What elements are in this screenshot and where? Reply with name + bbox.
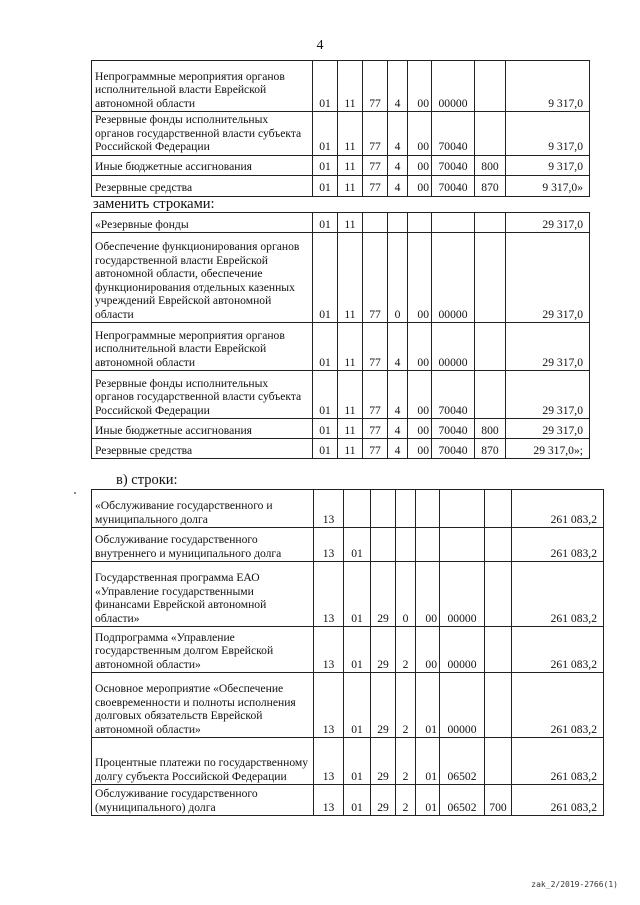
table-row (92, 371, 590, 419)
row-name-cell: Обеспечение функционирования органов государственной власти Еврейской автономной области, обеспечение функционирования отдельных казенных учреждений Еврейской автономной области (92, 233, 313, 323)
code-cell (485, 490, 512, 528)
code-cell (475, 213, 506, 233)
amount-cell: 261 083,2 (512, 562, 604, 627)
code-cell: 00000 (432, 233, 475, 323)
code-cell: 00 (408, 155, 432, 175)
code-cell: 4 (388, 175, 408, 196)
code-cell: 0 (396, 562, 416, 627)
row-name-cell: Непрограммные мероприятия органов исполнительной власти Еврейской автономной области (92, 61, 313, 112)
row-name-cell: Иные бюджетные ассигнования (92, 155, 313, 175)
code-cell: 29 (371, 673, 396, 738)
document-code: zak_2/2019-2766(1) (531, 880, 618, 889)
code-cell: 4 (388, 439, 408, 459)
code-cell: 13 (314, 738, 344, 785)
code-cell (475, 371, 506, 419)
code-cell: 00 (408, 371, 432, 419)
code-cell: 11 (338, 371, 363, 419)
table-row (92, 439, 590, 459)
code-cell: 11 (338, 323, 363, 371)
code-cell: 06502 (440, 785, 485, 816)
code-cell: 01 (344, 673, 371, 738)
code-cell: 00 (416, 562, 440, 627)
code-cell (396, 490, 416, 528)
code-cell: 01 (344, 562, 371, 627)
code-cell (371, 528, 396, 562)
row-name-cell: Резервные фонды исполнительных органов государственной власти субъекта Российской Федерации (92, 112, 313, 156)
code-cell: 01 (313, 419, 338, 439)
code-cell: 01 (313, 233, 338, 323)
code-cell: 00 (408, 439, 432, 459)
amount-cell: 261 083,2 (512, 490, 604, 528)
code-cell: 70040 (432, 371, 475, 419)
amount-cell: 9 317,0» (506, 175, 590, 196)
amount-cell: 261 083,2 (512, 627, 604, 673)
amount-cell: 29 317,0 (506, 371, 590, 419)
table-row (92, 419, 590, 439)
code-cell: 800 (475, 419, 506, 439)
code-cell (408, 213, 432, 233)
amount-cell: 261 083,2 (512, 673, 604, 738)
code-cell: 01 (416, 738, 440, 785)
code-cell: 11 (338, 155, 363, 175)
row-name-cell: Резервные средства (92, 439, 313, 459)
amount-cell: 29 317,0»; (506, 439, 590, 459)
table-row (92, 112, 590, 156)
code-cell: 4 (388, 419, 408, 439)
code-cell: 77 (363, 371, 388, 419)
code-cell: 00 (408, 61, 432, 112)
code-cell: 01 (313, 439, 338, 459)
code-cell: 70040 (432, 112, 475, 156)
code-cell: 2 (396, 627, 416, 673)
row-name-cell: Процентные платежи по государственному долгу субъекта Российской Федерации (92, 738, 314, 785)
code-cell: 00 (408, 112, 432, 156)
row-name-cell: «Резервные фонды (92, 213, 313, 233)
code-cell (440, 490, 485, 528)
code-cell: 00000 (432, 323, 475, 371)
code-cell: 70040 (432, 439, 475, 459)
row-name-cell: Обслуживание государственного (муниципального) долга (92, 785, 314, 816)
code-cell (416, 528, 440, 562)
code-cell: 01 (313, 213, 338, 233)
table-row (92, 673, 604, 738)
code-cell: 29 (371, 785, 396, 816)
page-number: 4 (316, 38, 324, 53)
replace-caption: заменить строками: (93, 196, 215, 212)
code-cell: 00000 (440, 673, 485, 738)
code-cell: 00000 (440, 627, 485, 673)
code-cell: 77 (363, 155, 388, 175)
code-cell (475, 233, 506, 323)
table-row (92, 490, 604, 528)
amount-cell: 261 083,2 (512, 528, 604, 562)
row-name-cell: Подпрограмма «Управление государственным долгом Еврейской автономной области» (92, 627, 314, 673)
code-cell (485, 528, 512, 562)
code-cell: 13 (314, 673, 344, 738)
amount-cell: 29 317,0 (506, 233, 590, 323)
code-cell: 01 (313, 61, 338, 112)
code-cell (388, 213, 408, 233)
code-cell (371, 490, 396, 528)
code-cell: 13 (314, 627, 344, 673)
code-cell: 00 (416, 627, 440, 673)
code-cell: 01 (313, 323, 338, 371)
code-cell: 4 (388, 112, 408, 156)
code-cell: 77 (363, 233, 388, 323)
table-row (92, 627, 604, 673)
code-cell (485, 738, 512, 785)
code-cell: 01 (313, 371, 338, 419)
code-cell: 11 (338, 419, 363, 439)
code-cell: 00 (408, 323, 432, 371)
amount-cell: 9 317,0 (506, 155, 590, 175)
code-cell: 11 (338, 233, 363, 323)
code-cell: 01 (344, 528, 371, 562)
table-row (92, 528, 604, 562)
code-cell: 11 (338, 112, 363, 156)
code-cell (440, 528, 485, 562)
code-cell: 13 (314, 490, 344, 528)
table-row (92, 323, 590, 371)
code-cell: 06502 (440, 738, 485, 785)
code-cell: 00000 (440, 562, 485, 627)
code-cell: 700 (485, 785, 512, 816)
code-cell: 77 (363, 61, 388, 112)
amount-cell: 261 083,2 (512, 785, 604, 816)
code-cell: 01 (344, 785, 371, 816)
code-cell: 2 (396, 738, 416, 785)
code-cell (416, 490, 440, 528)
row-name-cell: Государственная программа ЕАО «Управление государственными финансами Еврейской автономной области» (92, 562, 314, 627)
code-cell: 01 (416, 673, 440, 738)
code-cell: 870 (475, 175, 506, 196)
code-cell: 01 (344, 627, 371, 673)
code-cell: 11 (338, 439, 363, 459)
amount-cell: 9 317,0 (506, 61, 590, 112)
table-row (92, 562, 604, 627)
code-cell: 4 (388, 61, 408, 112)
amount-cell: 29 317,0 (506, 213, 590, 233)
code-cell: 11 (338, 175, 363, 196)
code-cell: 00 (408, 419, 432, 439)
stray-mark (74, 492, 76, 494)
table-row (92, 738, 604, 785)
code-cell: 0 (388, 233, 408, 323)
code-cell: 13 (314, 528, 344, 562)
code-cell (475, 112, 506, 156)
budget-table-original (91, 60, 590, 197)
code-cell: 29 (371, 738, 396, 785)
table-row (92, 785, 604, 816)
code-cell: 01 (313, 175, 338, 196)
code-cell (485, 627, 512, 673)
code-cell: 2 (396, 673, 416, 738)
code-cell: 800 (475, 155, 506, 175)
code-cell: 870 (475, 439, 506, 459)
code-cell (475, 323, 506, 371)
amount-cell: 261 083,2 (512, 738, 604, 785)
amount-cell: 29 317,0 (506, 419, 590, 439)
code-cell: 77 (363, 323, 388, 371)
code-cell: 29 (371, 627, 396, 673)
code-cell: 77 (363, 112, 388, 156)
code-cell: 4 (388, 371, 408, 419)
table-row (92, 175, 590, 196)
code-cell: 77 (363, 439, 388, 459)
code-cell (344, 490, 371, 528)
code-cell: 4 (388, 323, 408, 371)
code-cell (485, 562, 512, 627)
table-row (92, 213, 590, 233)
code-cell: 01 (344, 738, 371, 785)
code-cell: 4 (388, 155, 408, 175)
code-cell (485, 673, 512, 738)
row-name-cell: Резервные средства (92, 175, 313, 196)
section-v-caption: в) строки: (116, 472, 178, 488)
code-cell: 00 (408, 233, 432, 323)
debt-service-table (91, 489, 604, 816)
code-cell: 00 (408, 175, 432, 196)
code-cell: 11 (338, 213, 363, 233)
table-row (92, 61, 590, 112)
table-row (92, 233, 590, 323)
code-cell: 77 (363, 419, 388, 439)
code-cell: 00000 (432, 61, 475, 112)
code-cell: 70040 (432, 175, 475, 196)
code-cell: 01 (313, 112, 338, 156)
code-cell: 70040 (432, 155, 475, 175)
code-cell: 01 (416, 785, 440, 816)
code-cell: 77 (363, 175, 388, 196)
code-cell: 70040 (432, 419, 475, 439)
code-cell (432, 213, 475, 233)
row-name-cell: Обслуживание государственного внутреннего и муниципального долга (92, 528, 314, 562)
code-cell: 13 (314, 562, 344, 627)
amount-cell: 9 317,0 (506, 112, 590, 156)
row-name-cell: «Обслуживание государственного и муниципального долга (92, 490, 314, 528)
code-cell: 01 (313, 155, 338, 175)
code-cell: 29 (371, 562, 396, 627)
code-cell (396, 528, 416, 562)
row-name-cell: Непрограммные мероприятия органов исполнительной власти Еврейской автономной области (92, 323, 313, 371)
budget-table-replacement (91, 212, 590, 459)
code-cell (363, 213, 388, 233)
row-name-cell: Иные бюджетные ассигнования (92, 419, 313, 439)
code-cell: 2 (396, 785, 416, 816)
code-cell (475, 61, 506, 112)
row-name-cell: Резервные фонды исполнительных органов государственной власти субъекта Российской Федерации (92, 371, 313, 419)
amount-cell: 29 317,0 (506, 323, 590, 371)
code-cell: 11 (338, 61, 363, 112)
table-row (92, 155, 590, 175)
code-cell: 13 (314, 785, 344, 816)
row-name-cell: Основное мероприятие «Обеспечение своевременности и полноты исполнения долговых обязательств Еврейской автономной области» (92, 673, 314, 738)
